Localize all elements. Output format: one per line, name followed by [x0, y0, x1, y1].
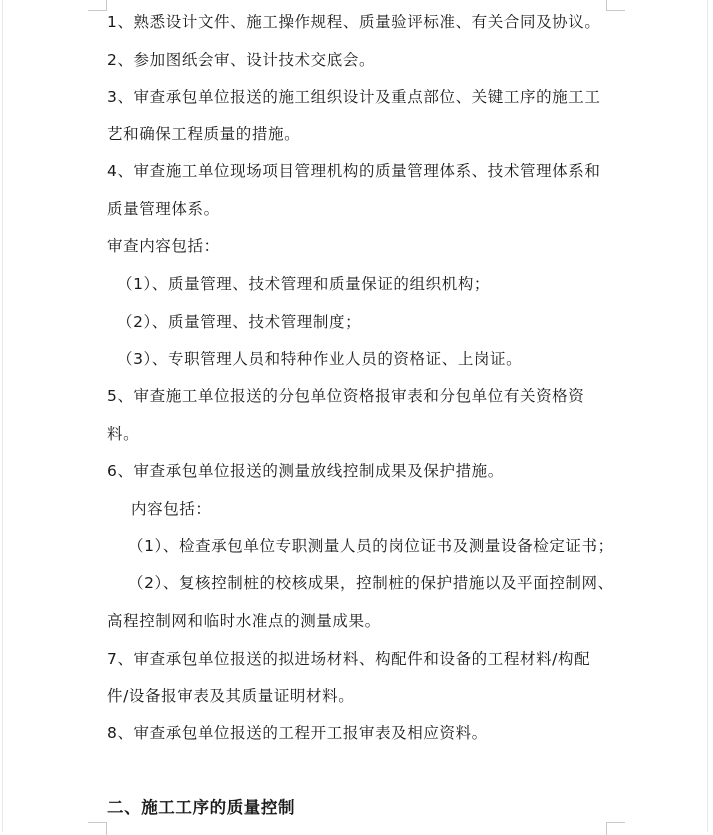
list-item-4: 4、审查施工单位现场项目管理机构的质量管理体系、技术管理体系和 — [107, 162, 601, 180]
sub-item-4-1: （1）、质量管理、技术管理和质量保证的组织机构； — [117, 275, 491, 293]
sub-item-6-1: （1）、检查承包单位专职测量人员的岗位证书及测量设备检定证书； — [128, 537, 614, 555]
list-item-4-cont: 质量管理体系。 — [107, 200, 220, 218]
list-item-7-cont: 件/设备报审表及其质量证明材料。 — [107, 687, 355, 705]
margin-mark-bottom-right — [606, 822, 625, 835]
list-item-7: 7、审查承包单位报送的拟进场材料、构配件和设备的工程材料/构配 — [107, 650, 591, 668]
margin-mark-top-right — [606, 0, 625, 11]
content-label: 内容包括： — [131, 500, 212, 518]
list-item-8: 8、审查承包单位报送的工程开工报审表及相应资料。 — [107, 724, 488, 742]
section-heading: 二、施工工序的质量控制 — [107, 798, 296, 817]
sub-item-4-3: （3）、专职管理人员和特种作业人员的资格证、上岗证。 — [117, 350, 523, 368]
page-left-edge — [2, 0, 3, 832]
list-item-2: 2、参加图纸会审、设计技术交底会。 — [107, 51, 376, 69]
list-item-6: 6、审查承包单位报送的测量放线控制成果及保护措施。 — [107, 462, 504, 480]
page-right-edge — [707, 0, 708, 832]
margin-mark-bottom-left — [88, 822, 107, 835]
margin-mark-top-left — [88, 0, 107, 11]
sub-item-4-2: （2）、质量管理、技术管理制度； — [117, 313, 362, 331]
list-item-3-cont: 艺和确保工程质量的措施。 — [107, 125, 301, 143]
sub-item-6-2: （2）、复核控制桩的校核成果，控制桩的保护措施以及平面控制网、 — [128, 574, 614, 592]
list-item-5-cont: 料。 — [107, 425, 140, 443]
sub-item-6-2-cont: 高程控制网和临时水准点的测量成果。 — [107, 612, 381, 630]
list-item-1: 1、熟悉设计文件、施工操作规程、质量验评标准、有关合同及协议。 — [107, 13, 601, 31]
list-item-5: 5、审查施工单位报送的分包单位资格报审表和分包单位有关资格资 — [107, 387, 585, 405]
review-content-label: 审查内容包括： — [107, 237, 220, 255]
list-item-3: 3、审查承包单位报送的施工组织设计及重点部位、关键工序的施工工 — [107, 88, 601, 106]
